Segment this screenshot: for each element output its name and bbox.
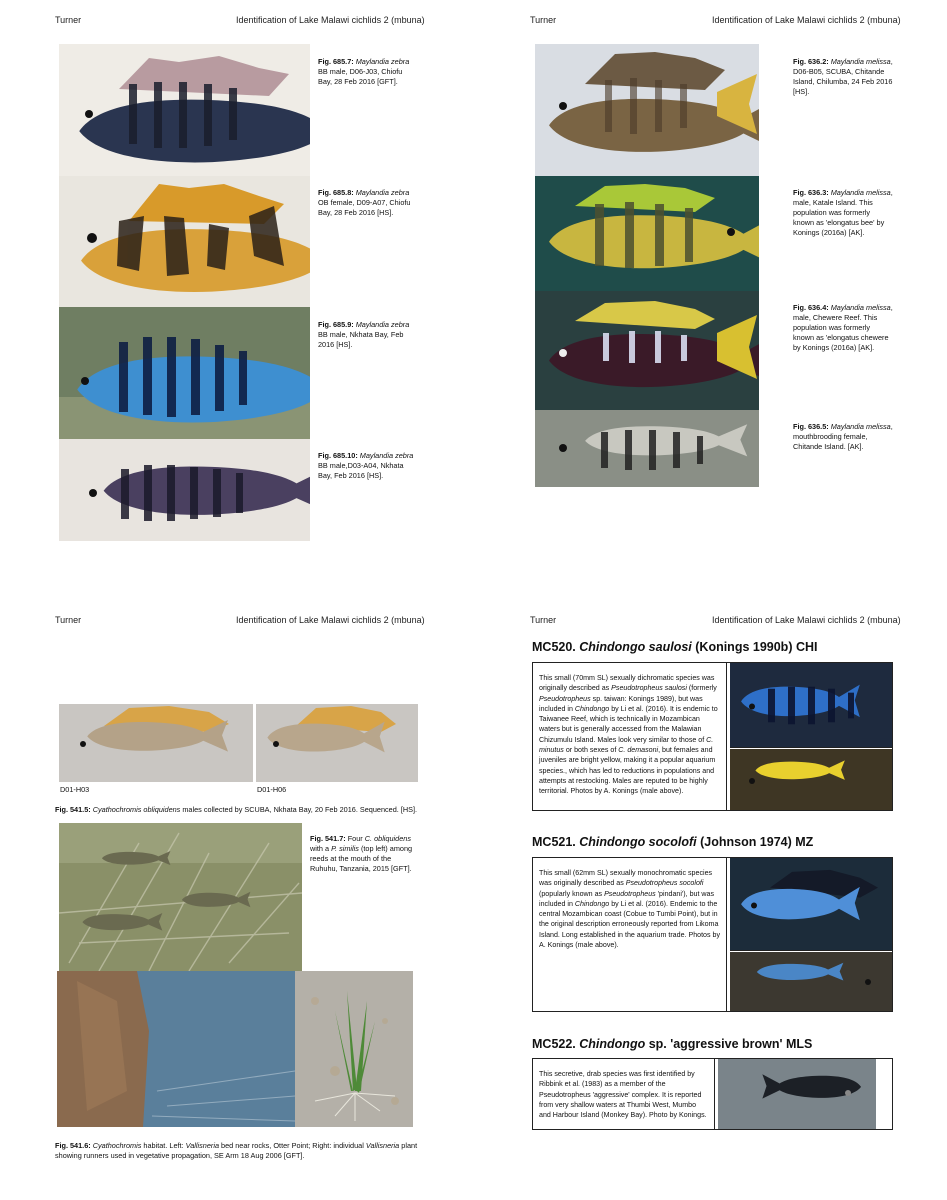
- caption-fig-685-7: [318, 57, 418, 87]
- description-run: This small (62mm SL) sexually monochromatic species was originally described as: [539, 869, 713, 888]
- caption-fig-number: Fig. 541.6:: [55, 1141, 91, 1150]
- photo-chindongo-socolofi-male: [730, 858, 892, 951]
- caption-species: Maylandia melissa: [830, 57, 891, 66]
- photo-maylandia-zebra-bb-male-d03: [59, 439, 310, 541]
- photo-maylandia-zebra-bb-male-chiofu: [59, 44, 310, 176]
- page-4: [474, 600, 947, 1200]
- caption-details: , male, Katale Island. This population was formerly known as 'elongatus bee' by Konings (2016a) [AK].: [793, 188, 893, 237]
- page-1: [0, 0, 473, 600]
- caption-species: Maylandia zebra: [355, 320, 410, 329]
- caption-fig-685-9: [318, 320, 418, 350]
- species-name: Chindongo: [579, 1037, 646, 1051]
- caption-details: BB male, D06-J03, Chiofu Bay, 28 Feb 2016 [GFT].: [318, 67, 403, 86]
- description-run: by Li et al. (2016). It is endemic to Taiwanee Reef, which is technically in Mozambican waters but is generally accessed from the Malawian Chizumulu Island. Males look very similar to those of: [539, 704, 718, 744]
- description-run: (formerly: [686, 684, 717, 693]
- species-authority: sp. 'aggressive brown' MLS: [648, 1037, 813, 1051]
- caption-text: bed near rocks, Otter Point; Right: individual: [219, 1141, 366, 1150]
- caption-fig-number: Fig. 541.7:: [310, 834, 346, 843]
- photo-maylandia-melissa-katale: [535, 176, 759, 291]
- page-3: [0, 600, 473, 1200]
- species-code: MC521.: [532, 835, 576, 849]
- photo-chindongo-aggressive-brown: [718, 1059, 876, 1129]
- caption-species: Maylandia melissa: [830, 303, 891, 312]
- species-box-mc520: [532, 662, 893, 811]
- running-header-author: Turner: [55, 615, 82, 625]
- running-header-author: Turner: [530, 615, 557, 625]
- description-italic-run: Chindongo: [574, 899, 610, 908]
- caption-species: Vallisneria: [185, 1141, 220, 1150]
- photo-cyathochromis-d01-h03: [59, 704, 253, 782]
- caption-fig-number: Fig. 636.5:: [793, 422, 829, 431]
- species-name: Chindongo saulosi: [579, 640, 692, 654]
- running-header-author: Turner: [530, 15, 557, 25]
- description-italic-run: Pseudotropheus saulosi: [611, 684, 687, 693]
- caption-text: with a: [310, 844, 332, 853]
- photo-maylandia-zebra-bb-male-nkhata: [59, 307, 310, 439]
- caption-species: Maylandia zebra: [355, 188, 410, 197]
- species-description: [533, 663, 727, 810]
- description-italic-run: Chindongo: [574, 704, 610, 713]
- description-italic-run: C. minutus: [539, 735, 714, 755]
- photo-maylandia-melissa-chewere: [535, 291, 759, 410]
- caption-fig-636-4: [793, 303, 893, 353]
- description-run: This secretive, drab species was first identified by Ribbink et al. (1983) as a member of the Pseudotropheus 'aggressive' complex. It is reported from very shallow waters at Thumbi West, Mumbo and Harbour Island (Monkey Bay). Photo by Konings.: [539, 1070, 707, 1120]
- caption-fig-541-5: [55, 805, 435, 815]
- caption-fig-number: Fig. 636.3:: [793, 188, 829, 197]
- caption-details: BB male,D03-A04, Nkhata Bay, Feb 2016 [HS].: [318, 461, 404, 480]
- description-run: sp. taiwan: Konings 1989), but was included in: [539, 694, 703, 713]
- caption-details: , D06-B05, SCUBA, Chitande Island, Chilumba, 24 Feb 2016 [HS].: [793, 57, 893, 96]
- species-authority: (Konings 1990b) CHI: [695, 640, 818, 654]
- species-box-mc521: [532, 857, 893, 1012]
- caption-fig-685-8: [318, 188, 418, 218]
- caption-fig-541-6: [55, 1141, 425, 1161]
- species-description: [533, 858, 727, 1011]
- page-2: [474, 0, 947, 600]
- caption-genus: Cyathochromis: [92, 1141, 142, 1150]
- species-box-mc522: [532, 1058, 893, 1130]
- running-header-title: Identification of Lake Malawi cichlids 2 (mbuna): [712, 15, 901, 25]
- caption-fig-636-3: [793, 188, 893, 238]
- caption-fig-636-5: [793, 422, 893, 452]
- running-header-author: Turner: [55, 15, 82, 25]
- caption-fig-number: Fig. 685.8:: [318, 188, 354, 197]
- species-code: MC522.: [532, 1037, 576, 1051]
- caption-fig-number: Fig. 541.5:: [55, 805, 91, 814]
- photo-maylandia-melissa-female: [535, 410, 759, 487]
- description-italic-run: C. demasoni: [618, 746, 659, 755]
- description-run: (popularly known as: [539, 889, 605, 898]
- caption-text: habitat. Left:: [141, 1141, 186, 1150]
- description-run: 'pindani'), but was included in: [539, 889, 715, 908]
- species-authority: (Johnson 1974) MZ: [700, 835, 814, 849]
- description-italic-run: Pseudotropheus socolofi: [625, 879, 704, 888]
- description-italic-run: Pseudotropheus: [604, 889, 656, 898]
- running-header-title: Identification of Lake Malawi cichlids 2 (mbuna): [236, 615, 425, 625]
- caption-details: BB male, Nkhata Bay, Feb 2016 [HS].: [318, 330, 404, 349]
- caption-species: P. similis: [331, 844, 359, 853]
- photo-cyathochromis-d01-h06: [256, 704, 418, 782]
- caption-species: Maylandia melissa: [830, 188, 891, 197]
- caption-details: , mouthbrooding female, Chitande Island. [AK].: [793, 422, 893, 451]
- photo-chindongo-saulosi-male: [730, 663, 892, 748]
- caption-details: , male, Chewere Reef. This population was formerly known as 'elongatus chewere by Konings (2016a) [AK].: [793, 303, 893, 352]
- running-header-title: Identification of Lake Malawi cichlids 2 (mbuna): [236, 15, 425, 25]
- caption-fig-number: Fig. 636.4:: [793, 303, 829, 312]
- caption-fig-636-2: [793, 57, 893, 97]
- caption-fig-number: Fig. 685.7:: [318, 57, 354, 66]
- species-heading-mc520: [532, 640, 818, 654]
- description-italic-run: Pseudotropheus: [539, 694, 591, 703]
- description-run: This small (70mm SL) sexually dichromatic species was originally described as: [539, 674, 715, 693]
- caption-details: plant showing runners used in vegetative propagation, SE Arm 18 Aug 2006 [GFT].: [55, 1141, 418, 1160]
- caption-fig-685-10: [318, 451, 418, 481]
- caption-species: Maylandia melissa: [830, 422, 891, 431]
- caption-fig-number: Fig. 685.10:: [318, 451, 358, 460]
- caption-details: OB female, D09-A07, Chiofu Bay, 28 Feb 2016 [HS].: [318, 198, 411, 217]
- caption-fig-number: Fig. 685.9:: [318, 320, 354, 329]
- species-heading-mc521: [532, 835, 813, 849]
- caption-species: Vallisneria: [365, 1141, 400, 1150]
- photo-maylandia-zebra-ob-female: [59, 176, 310, 307]
- photo-vallisneria-bed-near-rocks: [57, 971, 295, 1127]
- caption-species: C. obliquidens: [364, 834, 411, 843]
- description-run: or both sexes of: [563, 746, 619, 755]
- caption-species: Maylandia zebra: [359, 451, 414, 460]
- species-description: [533, 1059, 715, 1129]
- description-run: by Li et al. (2016). Endemic to the central Mozambican coast (Cobue to Tumbi Point), but in the original description erroneously reported from Likoma Island. Long established in the aquarium trade. Photos by A. Konings (male above).: [539, 899, 721, 950]
- photo-label-d01-h03: D01-H03: [60, 785, 90, 794]
- photo-label-d01-h06: D01-H06: [257, 785, 287, 794]
- photo-individual-vallisneria-plant: [295, 971, 413, 1127]
- description-run: , but females and juveniles are bright yellow, making it a popular aquarium species., which has led to reductions in populations and attempts at restocking. Males are reputed to be highly territorial. Photos by A. Konings (male above).: [539, 746, 716, 796]
- photo-cyathochromis-among-reeds: [59, 823, 302, 971]
- photo-chindongo-saulosi-female: [730, 749, 892, 810]
- species-name: Chindongo socolofi: [579, 835, 697, 849]
- species-code: MC520.: [532, 640, 576, 654]
- photo-maylandia-melissa-chitande: [535, 44, 759, 176]
- caption-details: males collected by SCUBA, Nkhata Bay, 20 Feb 2016. Sequenced. [HS].: [180, 805, 418, 814]
- caption-fig-number: Fig. 636.2:: [793, 57, 829, 66]
- running-header-title: Identification of Lake Malawi cichlids 2 (mbuna): [712, 615, 901, 625]
- photo-chindongo-socolofi-second: [730, 952, 892, 1011]
- species-heading-mc522: [532, 1037, 812, 1051]
- caption-fig-541-7: [310, 834, 415, 874]
- caption-species: Maylandia zebra: [355, 57, 410, 66]
- caption-details: (top left) among reeds at the mouth of the Ruhuhu, Tanzania, 2015 [GFT].: [310, 844, 413, 873]
- caption-text: Four: [345, 834, 365, 843]
- caption-species: Cyathochromis obliquidens: [92, 805, 181, 814]
